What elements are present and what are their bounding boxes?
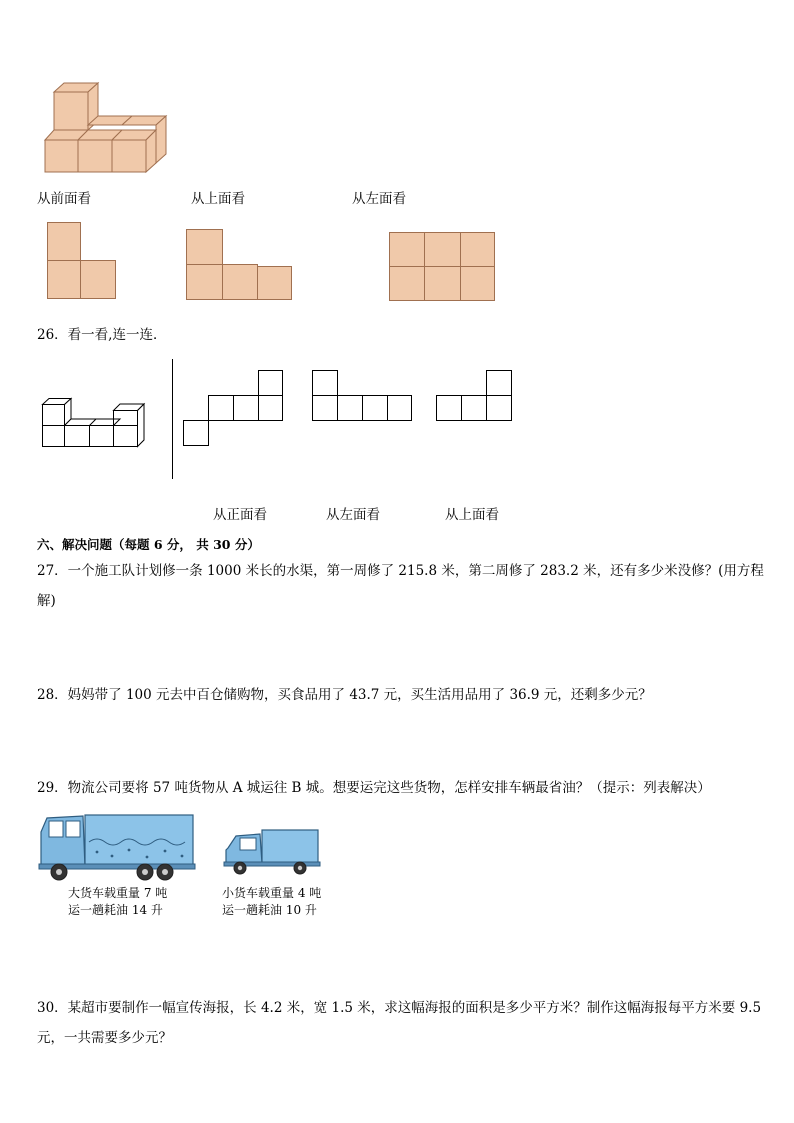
view-drawing-c [389,232,497,302]
view-label-left-26: 从左面看 [326,507,380,523]
question-28: 28．妈妈带了 100 元去中百仓储购物，买食品用了 43.7 元，买生活用品用了 36.9 元，还剩多少元？ [37,687,652,703]
small-truck-capacity: 小货车载重量 4 吨 [222,886,322,900]
cube-stack-figure [40,78,180,178]
question-30: 30．某超市要制作一幅宣传海报，长 4.2 米，宽 1.5 米，求这幅海报的面积是多少平方米？制作这幅海报每平方米要 9.5 元，一共需要多少元？ [37,1000,762,1046]
big-truck-caption [68,885,167,919]
view-label-top: 从上面看 [191,191,245,207]
view-drawing-a [47,222,119,300]
question-27: 27．一个施工队计划修一条 1000 米长的水渠，第一周修了 215.8 米，第二周修了 283.2 米，还有多少米没修？(用方程解) [37,563,764,609]
question-29: 29．物流公司要将 57 吨货物从 A 城运往 B 城。想要运完这些货物，怎样安排车辆最省油？（提示：列表解决） [37,780,711,796]
view-label-left: 从左面看 [352,191,406,207]
big-truck-image [37,812,197,884]
view-option-3 [436,370,516,424]
view-option-2 [312,370,414,424]
small-truck-caption [222,885,321,919]
view-label-front-26: 从正面看 [213,507,267,523]
view-label-front: 从前面看 [37,191,91,207]
small-truck-image [222,826,322,878]
small-truck-fuel: 运一趟耗油 10 升 [222,903,317,917]
question-26-title: 26．看一看,连一连． [37,327,167,343]
view-label-top-26: 从上面看 [445,507,499,523]
divider-line [172,359,173,479]
view-option-1 [183,370,285,448]
section-title: 六、解决问题（每题 6 分， 共 30 分） [37,537,260,552]
view-drawing-b [186,229,294,301]
big-truck-fuel: 运一趟耗油 14 升 [68,903,163,917]
cube-row-figure [40,398,155,450]
big-truck-capacity: 大货车载重量 7 吨 [68,886,168,900]
